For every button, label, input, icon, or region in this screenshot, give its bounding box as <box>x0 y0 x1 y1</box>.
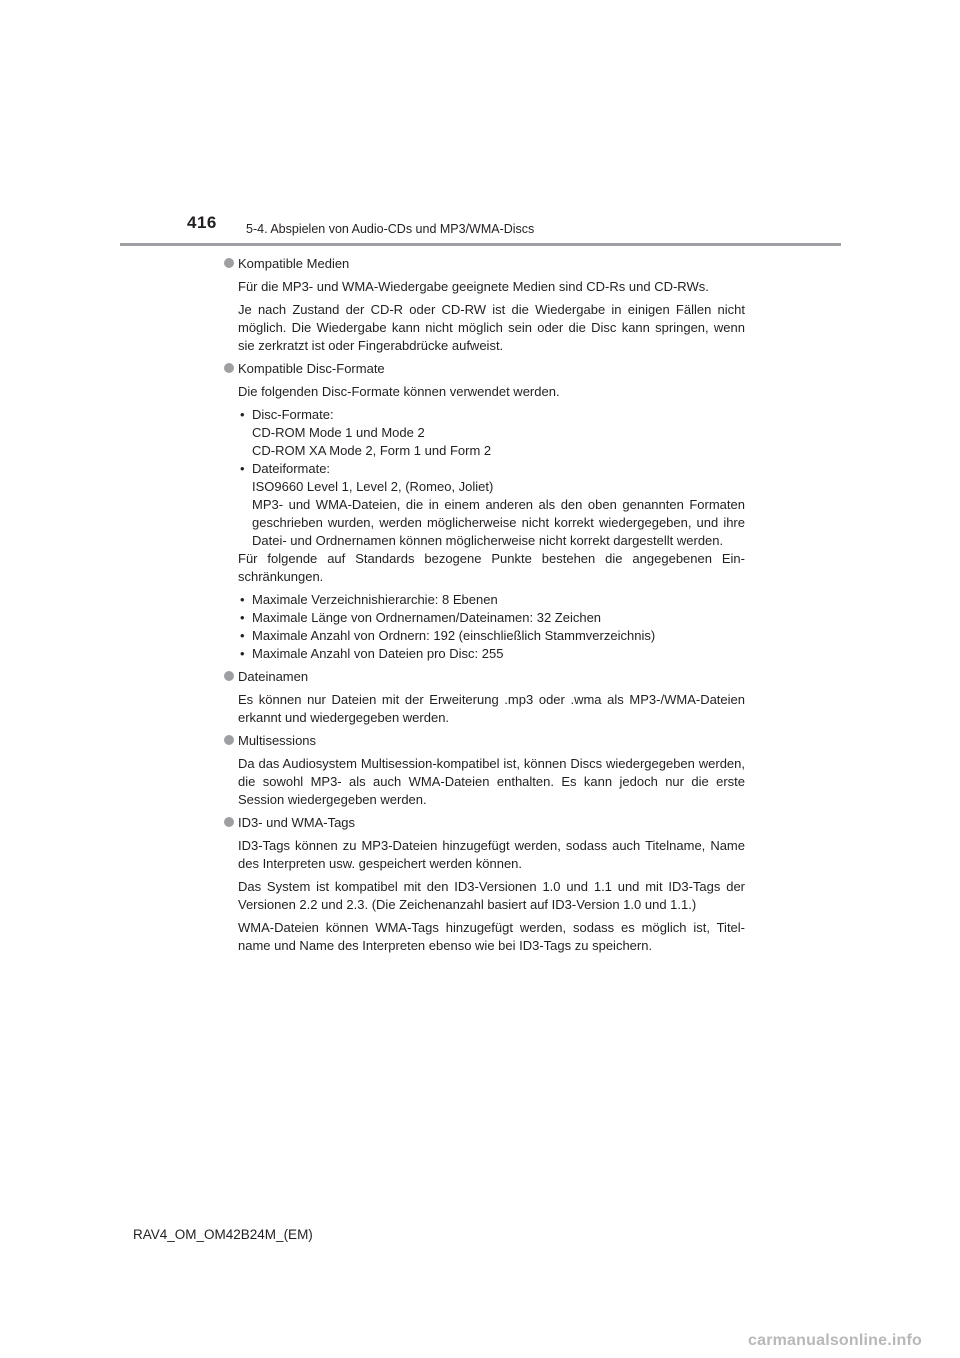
paragraph: Die folgenden Disc-Formate können verwendet werden. <box>238 384 560 399</box>
page-content <box>224 255 745 960</box>
section-heading <box>224 255 745 273</box>
list-item <box>238 591 745 609</box>
list-item-line: MP3- und WMA-Dateien, die in einem anderen als den oben genannten Formaten geschrieben wurden, werden möglicherweise nicht korrekt wiedergegeben, und ihre Datei- und Ordnernamen können möglicherweise nicht korrekt dargestellt werden. <box>252 497 745 548</box>
list-item-label: Dateiformate: <box>252 461 331 476</box>
bullet-circle-icon <box>224 363 234 373</box>
section-heading-text: Kompatible Disc-Formate <box>238 361 385 376</box>
section-heading-text: Multisessions <box>238 733 317 748</box>
bullet-point-icon: • <box>240 628 245 643</box>
paragraph: Da das Audiosystem Multisession-kompatibel ist, können Discs wiedergegeben werden, die sowohl MP3- als auch WMA-Dateien enthalten. Es kann jedoch nur die erste Session wiedergegeben werden. <box>238 756 745 807</box>
paragraph: Es können nur Dateien mit der Erweiterung .mp3 oder .wma als MP3-/WMA-Dateien erkannt und wiedergegeben werden. <box>238 692 745 725</box>
section-compatible-media <box>224 255 745 355</box>
paragraph: Das System ist kompatibel mit den ID3-Versionen 1.0 und 1.1 und mit ID3-Tags der Versionen 2.2 und 2.3. (Die Zeichenanzahl basiert auf ID3-Version 1.0 und 1.1.) <box>238 879 745 912</box>
format-list <box>238 406 745 550</box>
section-compatible-disc-formats <box>224 360 745 663</box>
section-heading <box>224 732 745 750</box>
list-item-line: CD-ROM Mode 1 und Mode 2 <box>252 425 425 440</box>
bullet-circle-icon <box>224 817 234 827</box>
list-item-text: Maximale Länge von Ordnernamen/Dateinamen: 32 Zeichen <box>252 610 602 625</box>
bullet-point-icon: • <box>240 592 245 607</box>
list-item <box>238 627 745 645</box>
bullet-circle-icon <box>224 671 234 681</box>
list-item-text: Maximale Verzeichnishierarchie: 8 Ebenen <box>252 592 498 607</box>
watermark: carmanualsonline.info <box>748 1332 923 1349</box>
paragraph: ID3-Tags können zu MP3-Dateien hinzugefügt werden, sodass auch Titelname, Name des Interpreten usw. gespeichert werden können. <box>238 838 745 871</box>
page-header <box>0 0 960 250</box>
section-file-names <box>224 668 745 727</box>
list-item-text: Maximale Anzahl von Ordnern: 192 (einschließlich Stammverzeichnis) <box>252 628 656 643</box>
document-code: RAV4_OM_OM42B24M_(EM) <box>133 1227 313 1242</box>
section-heading <box>224 360 745 378</box>
section-heading-text: Dateinamen <box>238 669 309 684</box>
bullet-point-icon: • <box>240 407 245 422</box>
list-item <box>238 609 745 627</box>
section-heading-text: Kompatible Medien <box>238 256 350 271</box>
list-item <box>238 645 745 663</box>
bullet-point-icon: • <box>240 461 245 476</box>
section-id3-wma-tags <box>224 814 745 955</box>
header-divider <box>120 243 841 246</box>
section-heading-text: ID3- und WMA-Tags <box>238 815 356 830</box>
section-multisessions <box>224 732 745 809</box>
section-heading <box>224 814 745 832</box>
list-item-text: Maximale Anzahl von Dateien pro Disc: 255 <box>252 646 504 661</box>
bullet-point-icon: • <box>240 646 245 661</box>
list-item <box>238 460 745 550</box>
list-item-label: Disc-Formate: <box>252 407 334 422</box>
section-heading <box>224 668 745 686</box>
paragraph: Für die MP3- und WMA-Wiedergabe geeignete Medien sind CD-Rs und CD-RWs. <box>238 279 709 294</box>
bullet-circle-icon <box>224 258 234 268</box>
section-title: 5-4. Abspielen von Audio-CDs und MP3/WMA-Discs <box>246 222 535 236</box>
paragraph: Für folgende auf Standards bezogene Punkte bestehen die angegebenen Ein-schränkungen. <box>238 551 745 584</box>
list-item-line: CD-ROM XA Mode 2, Form 1 und Form 2 <box>252 443 492 458</box>
bullet-circle-icon <box>224 735 234 745</box>
list-item <box>238 406 745 460</box>
paragraph: Je nach Zustand der CD-R oder CD-RW ist die Wiedergabe in einigen Fällen nicht möglich. Die Wiedergabe kann nicht möglich sein oder die Disc kann springen, wenn sie zerkratzt ist oder Fingerabdrücke aufweist. <box>238 302 745 353</box>
paragraph: WMA-Dateien können WMA-Tags hinzugefügt werden, sodass es möglich ist, Titel-name und Name des Interpreten ebenso wie bei ID3-Tags zu speichern. <box>238 920 745 953</box>
list-item-line: ISO9660 Level 1, Level 2, (Romeo, Joliet) <box>252 479 494 494</box>
page-number: 416 <box>187 213 217 232</box>
bullet-point-icon: • <box>240 610 245 625</box>
limits-list <box>238 591 745 663</box>
